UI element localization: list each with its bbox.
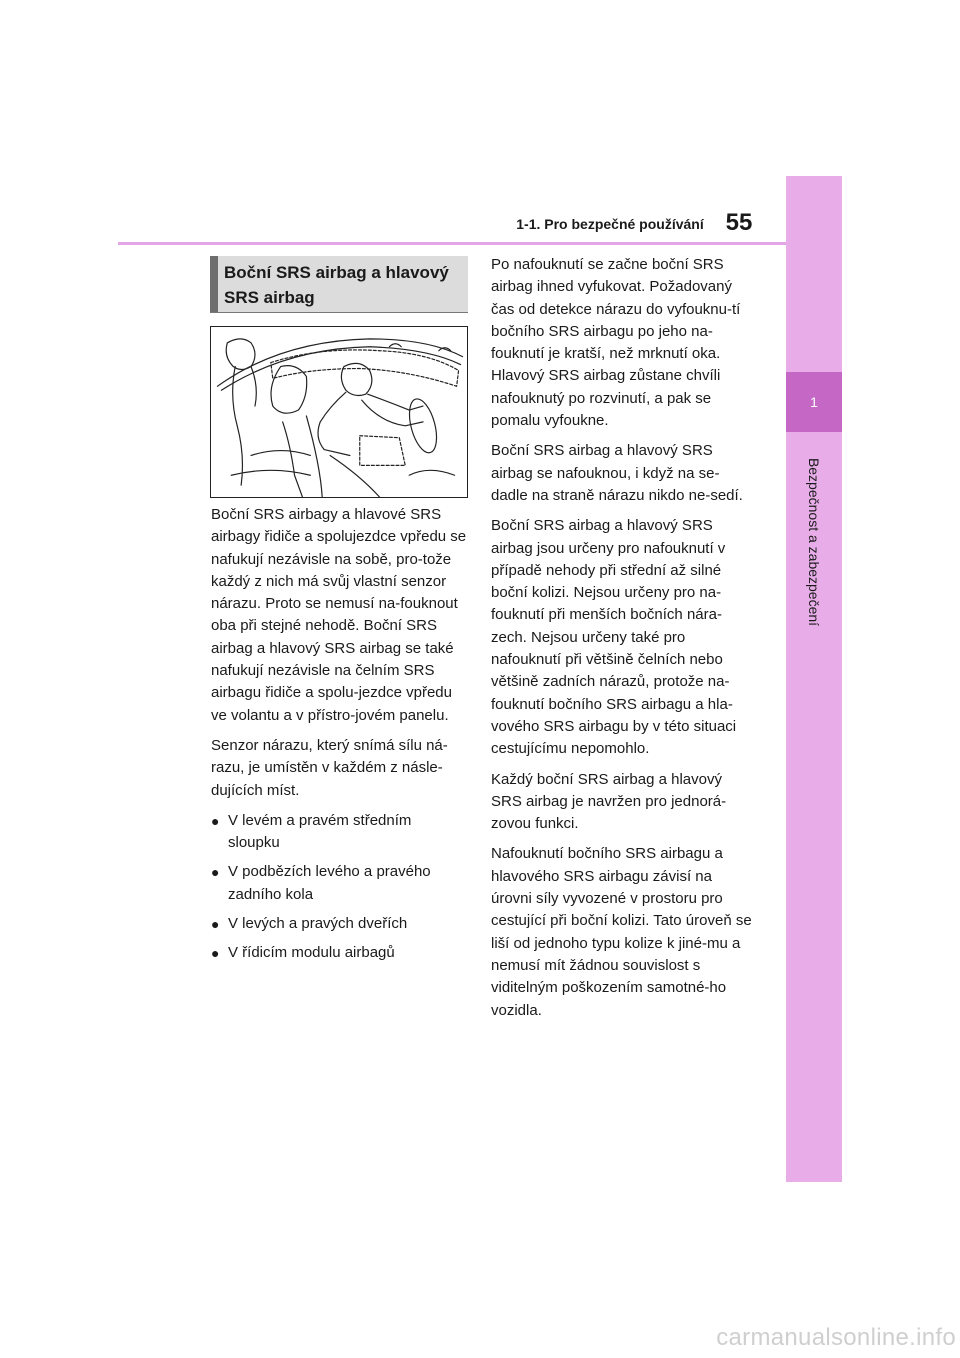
paragraph: Každý boční SRS airbag a hlavový SRS airbag je navržen pro jednorá-zovou funkci.: [491, 770, 727, 833]
paragraph: Boční SRS airbag a hlavový SRS airbag jsou určeny pro nafouknutí v případě nehody při střední až silné boční kolizi. Nejsou určeny pro na-fouknutí při menších bočních nára-zech. Nejsou určeny také pro nafouknutí při většině čelních nebo většině zadních nárazů, protože na-fouknutí bočního SRS airbagu a hla-vového SRS airbagu by v této situaci cestujícímu nepomohlo.: [491, 517, 737, 758]
list-item: [211, 942, 467, 964]
list-item: [211, 913, 467, 935]
bullet-dot-icon: ●: [211, 916, 220, 933]
list-item-text: V podbězích levého a pravého zadního kola: [228, 863, 431, 903]
chapter-side-tab: [786, 176, 842, 1182]
page-number: 55: [725, 209, 753, 236]
list-item-text: V levých a pravých dveřích: [228, 915, 408, 933]
paragraph: Po nafouknutí se začne boční SRS airbag ihned vyfukovat. Požadovaný čas od detekce nárazu do vyfouknu-tí bočního SRS airbagu po jeho na-fouknutí je kratší, než mrknutí oka. Hlavový SRS airbag zůstane chvíli nafouknutý po rozvinutí, a pak se pomalu vyfoukne.: [491, 256, 741, 430]
list-item: [211, 810, 467, 855]
chapter-title-label: [786, 432, 842, 652]
side-airbag-illustration: [210, 326, 468, 498]
car-interior-icon: [211, 327, 467, 497]
bullet-dot-icon: ●: [211, 864, 220, 881]
list-item-text: V levém a pravém středním sloupku: [228, 811, 412, 852]
heading-accent-bar: [210, 256, 218, 312]
paragraph: Nafouknutí bočního SRS airbagu a hlavového SRS airbagu závisí na úrovni síly vyvozené v prostoru pro cestující při boční kolizi. Tato úroveň se liší od jednoho typu kolize k jiné-mu a nemusí mít žádnou souvislost s viditelným poškozením samotné-ho vozidla.: [491, 845, 752, 1019]
paragraph: Senzor nárazu, který snímá sílu ná-razu, je umístěn v každém z násle-dujících míst.: [211, 736, 448, 799]
header-rule: [118, 242, 786, 245]
paragraph: Boční SRS airbag a hlavový SRS airbag se nafouknou, i když na se-dadle na straně nárazu nikdo ne-sedí.: [491, 442, 743, 504]
list-item-text: V řídicím modulu airbagů: [228, 944, 395, 962]
bullet-dot-icon: ●: [211, 945, 220, 962]
chapter-number-tab[interactable]: [786, 372, 842, 432]
left-column: [211, 504, 467, 972]
right-column: [491, 254, 753, 1030]
watermark: carmanualsonline.info: [716, 1324, 956, 1351]
section-heading-box: [210, 256, 468, 313]
bullet-dot-icon: ●: [211, 812, 220, 829]
chapter-title: Bezpečnost a zabezpečení: [806, 457, 822, 627]
chapter-number: 1: [810, 394, 818, 410]
paragraph: Boční SRS airbagy a hlavové SRS airbagy řidiče a spolujezdce vpředu se nafukují nezávisle na sobě, pro-tože každý z nich má svůj vlastní senzor nárazu. Proto se nemusí na-fouknout oba při stejné nehodě. Boční SRS airbag a hlavový SRS airbag se také nafukují nezávisle na čelním SRS airbagu řidiče a spolu-jezdce vpředu ve volantu a v přístro-jovém panelu.: [211, 506, 467, 724]
list-item: [211, 861, 467, 906]
section-header: 1-1. Pro bezpečné používání: [516, 216, 704, 232]
section-heading: Boční SRS airbag a hlavový SRS airbag: [224, 263, 449, 307]
